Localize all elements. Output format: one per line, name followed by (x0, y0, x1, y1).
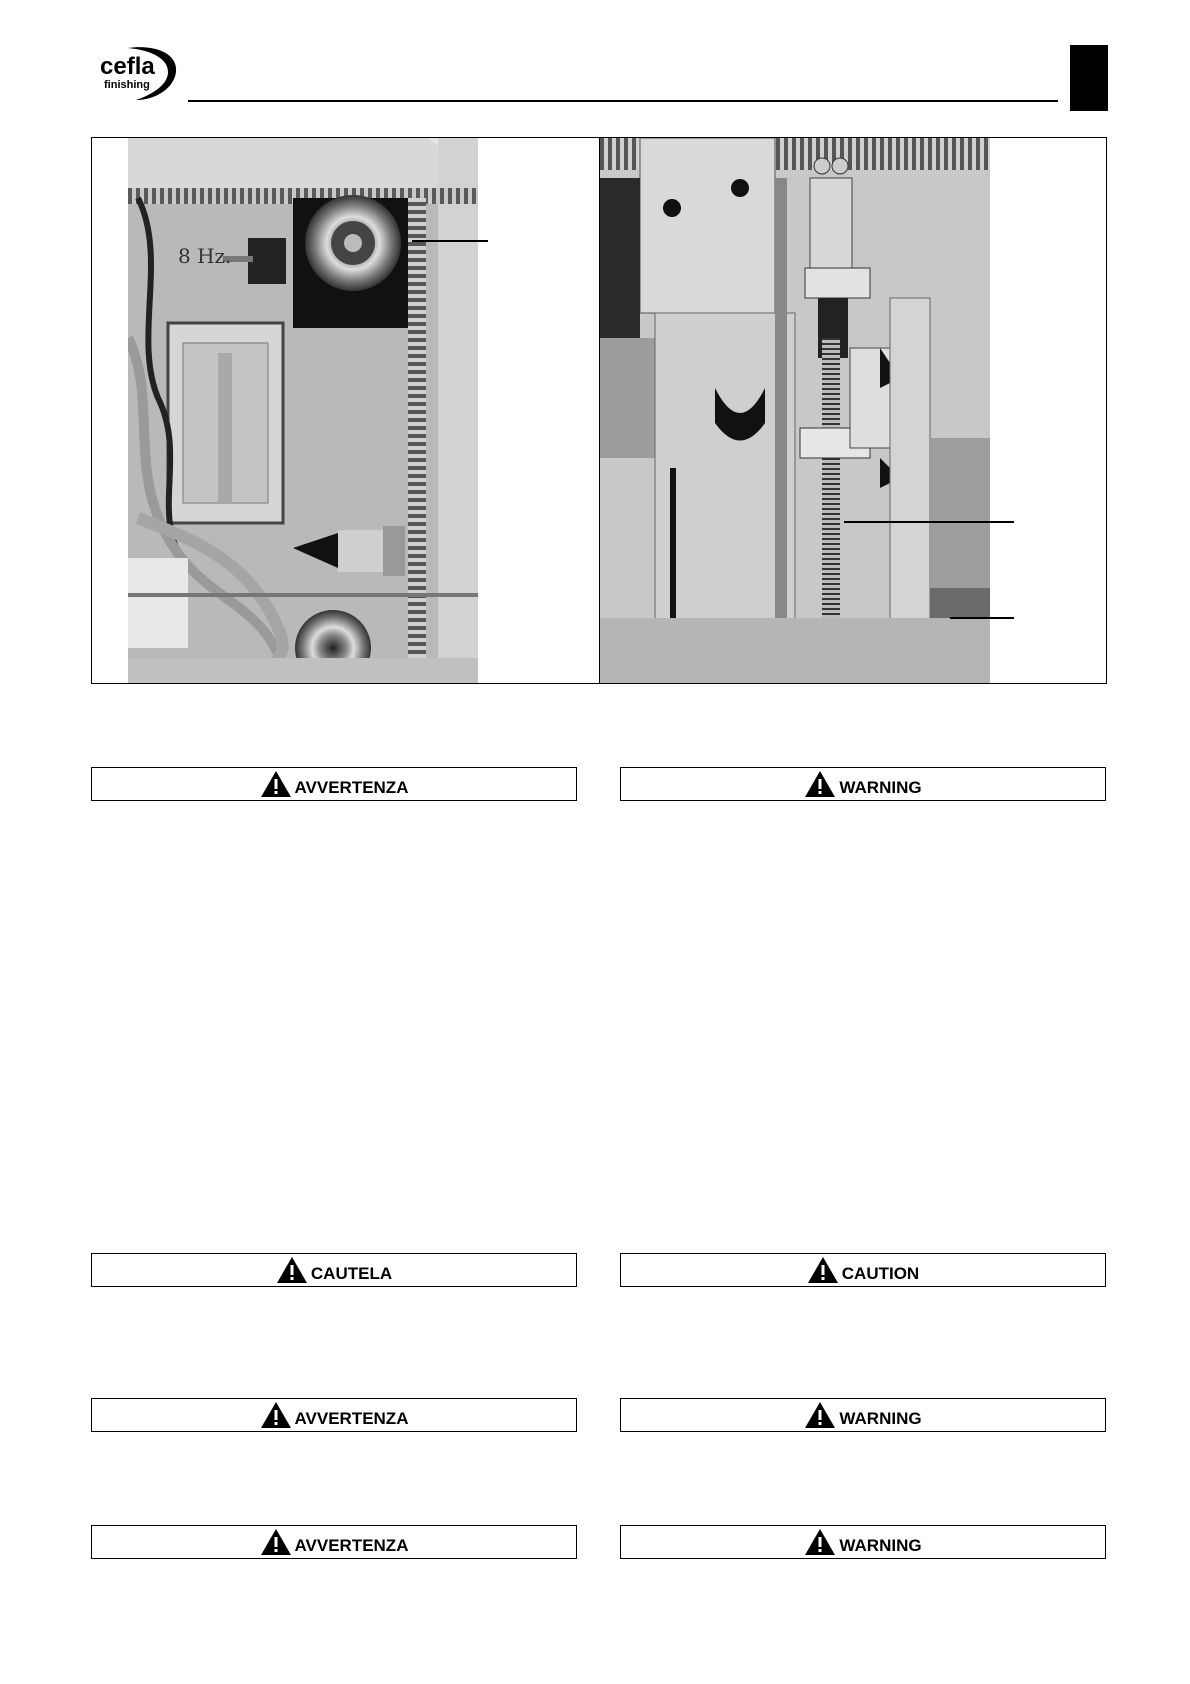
warning-triangle-icon (276, 1256, 308, 1284)
leader-line-pulley (412, 240, 488, 242)
warning-triangle-icon (807, 1256, 839, 1284)
warning-triangle-icon (260, 770, 292, 798)
photo-belt-drive (128, 138, 478, 683)
warning-triangle-icon (260, 1528, 292, 1556)
svg-text:cefla: cefla (100, 53, 155, 80)
warning-triangle-icon (804, 770, 836, 798)
leader-line-lead-screw (844, 521, 1014, 523)
notice-caution (620, 1253, 1106, 1287)
notice-label: AVVERTENZA (294, 1408, 409, 1428)
notice-avvertenza-3 (91, 1525, 577, 1559)
notice-label: WARNING (839, 1408, 922, 1428)
header-rule (188, 100, 1058, 102)
warning-triangle-icon (804, 1401, 836, 1429)
svg-text:finishing: finishing (104, 79, 150, 91)
notice-avvertenza-2 (91, 1398, 577, 1432)
notice-cautela (91, 1253, 577, 1287)
notice-label: CAUTELA (310, 1263, 393, 1283)
notice-label: AVVERTENZA (294, 777, 409, 797)
leader-line-slide (950, 617, 1014, 619)
cefla-finishing-logo (98, 44, 178, 102)
notice-warning-2 (620, 1398, 1106, 1432)
notice-label: CAUTION (841, 1263, 920, 1283)
notice-warning-3 (620, 1525, 1106, 1559)
notice-label: WARNING (839, 777, 922, 797)
section-tab-marker (1070, 45, 1108, 111)
notice-label: WARNING (839, 1535, 922, 1555)
warning-triangle-icon (804, 1528, 836, 1556)
warning-triangle-icon (260, 1401, 292, 1429)
photo-lead-screw (600, 138, 990, 683)
notice-label: AVVERTENZA (294, 1535, 409, 1555)
handwritten-frequency-label: 8 Hz. (178, 244, 232, 268)
notice-warning-1 (620, 767, 1106, 801)
notice-avvertenza-1 (91, 767, 577, 801)
